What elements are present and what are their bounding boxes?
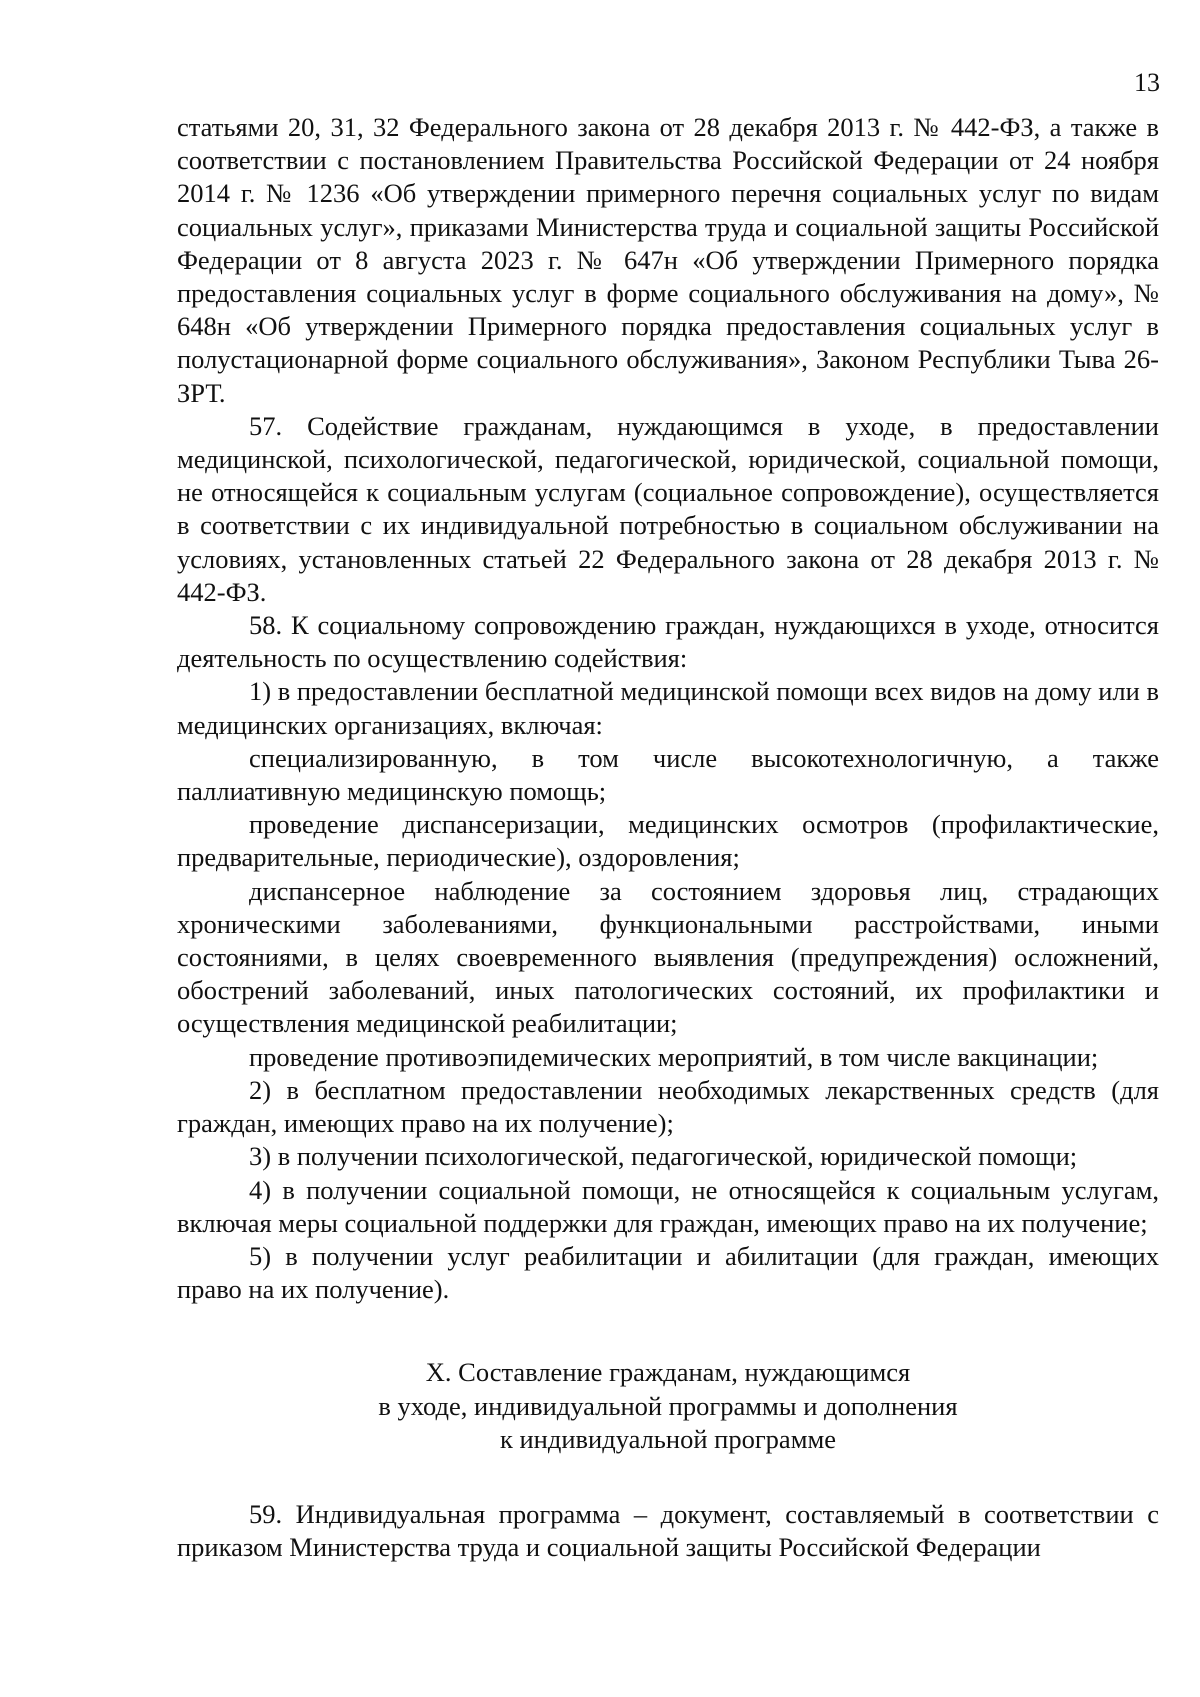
- section-heading-line-2: в уходе, индивидуальной программы и дополнения: [378, 1390, 958, 1421]
- sub-item-specialized-care: специализированную, в том числе высокотехнологичную, а также паллиативную медицинскую помощь;: [177, 742, 1159, 807]
- paragraph-58: 58. К социальному сопровождению граждан, нуждающихся в уходе, относится деятельность по осуществлению содействия:: [177, 610, 1159, 674]
- sub-item-dispensary-observation: диспансерное наблюдение за состоянием здоровья лиц, страдающих хроническими заболеваниями, функциональными расстройствами, иными состояниями, в целях своевременного выявления (предупреждения) осложнений, обострений заболеваний, иных патологических состояний, их профилактики и осуществления медицинской реабилитации;: [177, 875, 1159, 1039]
- list-item-2: 2) в бесплатном предоставлении необходимых лекарственных средств (для граждан, имеющих право на их получение);: [177, 1074, 1159, 1139]
- paragraph-57: 57. Содействие гражданам, нуждающимся в уходе, в предоставлении медицинской, психологической, педагогической, юридической, социальной помощи, не относящейся к социальным услугам (социальное сопровождение), осуществляется в соответствии с их индивидуальной потребностью в социальном обслуживании на условиях, установленных статьей 22 Федерального закона от 28 декабря 2013 г. № 442-ФЗ.: [177, 410, 1159, 607]
- page-number: 13: [1134, 68, 1160, 97]
- list-item-1: 1) в предоставлении бесплатной медицинской помощи всех видов на дому или в медицинских организациях, включая:: [177, 676, 1159, 740]
- list-item-4: 4) в получении социальной помощи, не относящейся к социальным услугам, включая меры социальной поддержки для граждан, имеющих право на их получение;: [177, 1174, 1159, 1238]
- paragraph-continuation: статьями 20, 31, 32 Федерального закона от 28 декабря 2013 г. № 442-ФЗ, а также в соответствии с постановлением Правительства Российской Федерации от 24 ноября 2014 г. № 1236 «Об утверждении примерного перечня социальных услуг по видам социальных услуг», приказами Министерства труда и социальной защиты Российской Федерации от 8 августа 2023 г. № 647н «Об утверждении Примерного порядка предоставления социальных услуг в форме социального обслуживания на дому», № 648н «Об утверждении Примерного порядка предоставления социальных услуг в полустационарной форме социального обслуживания», Законом Республики Тыва 26-ЗРТ.: [177, 112, 1159, 408]
- document-body: [177, 111, 1159, 1564]
- section-heading-line-1: X. Составление гражданам, нуждающимся: [425, 1357, 911, 1388]
- section-heading-line-3: к индивидуальной программе: [499, 1423, 836, 1454]
- list-item-3: 3) в получении психологической, педагогической, юридической помощи;: [249, 1141, 1078, 1172]
- list-item-5: 5) в получении услуг реабилитации и абилитации (для граждан, имеющих право на их получение).: [177, 1240, 1159, 1305]
- sub-item-dispensarization: проведение диспансеризации, медицинских осмотров (профилактические, предварительные, периодические), оздоровления;: [177, 809, 1159, 873]
- paragraph-59: 59. Индивидуальная программа – документ, составляемый в соответствии с приказом Министерства труда и социальной защиты Российской Федерации: [177, 1498, 1159, 1563]
- section-heading: [177, 1356, 1159, 1456]
- sub-item-anti-epidemic: проведение противоэпидемических мероприятий, в том числе вакцинации;: [249, 1041, 1099, 1072]
